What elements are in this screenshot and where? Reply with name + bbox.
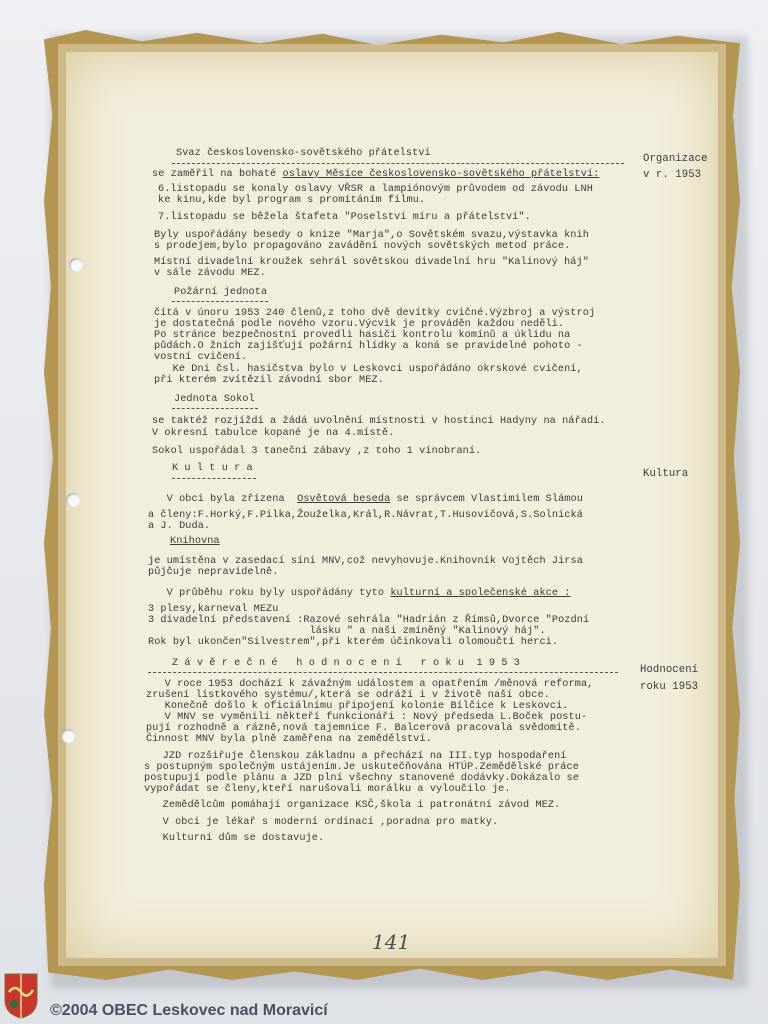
page-number: 141 [372,930,411,954]
fire-line: je dostatečná podle nového vzoru.Výcvik je prováděn každou neděli. [154,319,565,330]
soviet-intro: se zaměřil na bohaté oslavy Měsíce československo-sovětského přátelství: [152,169,600,180]
summary-section-heading: Z á v ě r e č n é h o d n o c e n í r o k u 1 9 5 3 [172,658,520,669]
events-line: Rok byl ukončen"Silvestrem",při kterém účinkovali olomoučtí herci. [148,637,559,648]
summary-line: zrušení lístkového systému/,která se odráží i v životě naší obce. [146,690,550,701]
fire-line: Ke Dni čsl. hasičstva bylo v Leskovci uspořádáno okrskové cvičení, [154,364,583,375]
events-intro: V průběhu roku byly uspořádány tyto kulturní a společenské akce : [148,588,571,599]
summary-line: vypořádat se členy,kteří narušovali morálku a vyloučilo je. [144,784,511,795]
summary-line: Konečně došlo k oficiálnímu připojení kolonie Bílčice k Leskovci. [146,701,569,712]
margin-note-organizace-year: v r. 1953 [643,169,702,181]
summary-line: Zemědělcům pomáhají organizace KSČ,škola i patronátní závod MEZ. [144,800,561,811]
fire-line: Po stránce bezpečnostní provedli hasiči kontrolu komínů a úklidu na [154,330,571,341]
sokol-line: Sokol uspořádal 3 taneční zábavy ,z toho 1 vinobraní. [152,446,482,457]
fire-line: při kterém zvítězil závodní sbor MEZ. [154,375,384,386]
culture-section-heading: K u l t u r a [172,463,253,474]
fire-line: vostní cvičení. [154,352,248,363]
events-line: 3 plesy,karneval MEZu [148,604,279,615]
summary-line: JZD rozšiřuje členskou základnu a přechází na III.typ hospodaření [144,751,567,762]
events-underlined: kulturní a společenské akce : [390,588,571,599]
fire-line: čítá v únoru 1953 240 členů,z toho dvě devítky cvičné.Výzbroj a výstroj [154,308,596,319]
summary-line: s postupným společným ustájením.Je uskutečňována HTÚP.Zemědělské práce [144,762,579,773]
sokol-line: se taktéž rozjíždí a žádá uvolnění místnosti v hostinci Hadyny na nářadí. [152,416,606,427]
copyright-footer: ©2004 OBEC Leskovec nad Moravicí [50,1002,328,1019]
soviet-line: 6.listopadu se konaly oslavy VŘSR a lampiónovým průvodem od závodu LNH [158,184,593,195]
soviet-line: s prodejem,bylo propagováno zavádění nových sovětských metod práce. [154,241,571,252]
punch-hole-top [69,258,83,272]
summary-line: pují rozhodně a rázně,nová tajemnice F. Balcerová pracovala svědomitě. [146,723,581,734]
soviet-section-heading: Svaz československo-sovětského přátelství [176,148,431,159]
soviet-line: v sále závodu MEZ. [154,268,266,279]
heading-rule [172,163,624,164]
punch-hole-middle [66,493,80,507]
library-line: je umístěna v zasedací síni MNV,což nevyhovuje.Knihovník Vojtěch Jirsa [148,556,583,567]
summary-line: Činnost MNV byla plně zaměřena na zemědělství. [146,734,432,745]
fire-section-heading: Požární jednota [174,287,268,298]
osvetova-beseda-members-end: a J. Duda. [148,521,211,532]
sokol-section-heading: Jednota Sokol [174,394,255,405]
soviet-line: Byly uspořádány besedy o knize "Marja",o Sovětském svazu,výstavka knih [154,230,589,241]
margin-note-organizace: Organizace [643,153,708,165]
sokol-line: V okresní tabulce kopané je na 4.místě. [152,428,395,439]
summary-line: V MNV se vyměnili někteří funkcionáři : Nový předseda L.Boček postu- [146,712,588,723]
soviet-line: 7.listopadu se běžela štafeta "Poselství míru a přátelství". [158,212,531,223]
heading-rule [172,478,256,479]
soviet-intro-underlined: oslavy Měsíce československo-sovětského přátelství: [282,169,600,180]
osvetova-beseda-line: V obci byla zřízena Osvětová beseda se správcem Vlastimilem Slámou [148,494,583,505]
summary-line: Kulturní dům se dostavuje. [144,833,325,844]
heading-rule [172,301,268,302]
summary-line: postupují podle plánu a JZD plní všechny stanovené dodávky.Dokázalo se [144,773,579,784]
summary-line: V obci je lékař s moderní ordinací ,poradna pro matky. [144,817,499,828]
fire-line: půdách.O žních zajišťují požární hlídky a koná se pravidelné pohoto - [154,341,583,352]
osvetova-beseda-underlined: Osvětová beseda [297,494,391,505]
events-line: 3 divadelní představení :Razové sehrála "Hadrián z Římsů,Dvorce "Pozdní [148,615,590,626]
events-line: lásku " a naši zmíněný "Kalinový háj". [148,626,546,637]
punch-hole-bottom [61,729,75,743]
osvetova-beseda-members: a členy:F.Horký,F.Pilka,Žouželka,Král,R.Návrat,T.Husovičová,S.Solnická [148,510,583,521]
coat-of-arms-logo [3,972,39,1020]
summary-line: V roce 1953 dochází k závažným událostem a opatřením /měnová reforma, [146,679,594,690]
soviet-line: ke kinu,kde byl program s promítáním filmu. [158,195,426,206]
soviet-line: Místní divadelní kroužek sehrál sovětskou divadelní hru "Kalinový háj" [154,257,589,268]
library-heading: Knihovna [170,536,220,547]
heading-rule [148,672,618,673]
library-line: půjčuje nepravidelně. [148,567,279,578]
margin-note-kultura: Kultura [643,468,689,480]
margin-note-hodnoceni: Hodnocení [640,664,699,676]
heading-rule [172,408,258,409]
margin-note-hodnoceni-year: roku 1953 [640,681,699,693]
